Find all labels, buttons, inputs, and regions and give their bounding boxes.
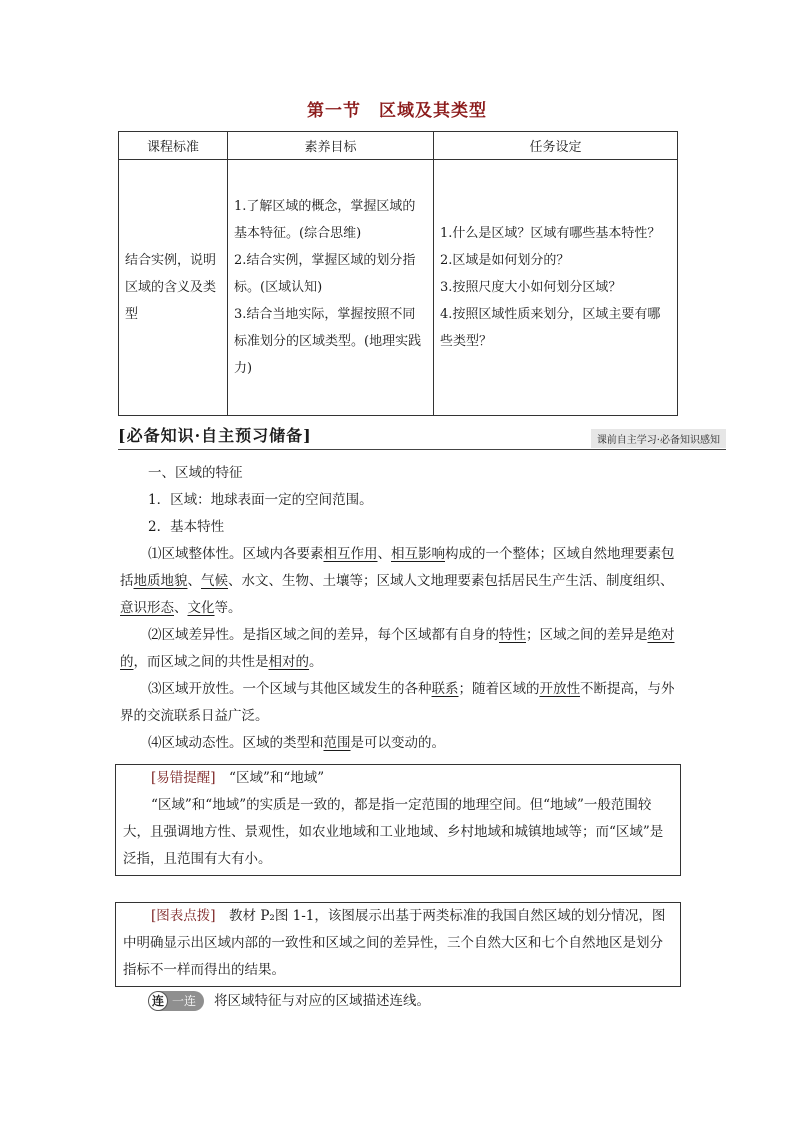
connect-badge-label: 一连	[172, 994, 197, 1008]
answer-blank: 意识形态	[120, 600, 174, 616]
header-task-setting: 任务设定	[434, 132, 678, 160]
task-item: 4.按照区域性质来划分，区域主要有哪些类型？	[440, 307, 661, 349]
error-prone-reminder-box	[115, 764, 681, 876]
standard-text: 结合实例，说明区域的含义及类型	[125, 253, 217, 322]
goal-item: 3.结合当地实际，掌握按照不同标准划分的区域类型。(地理实践力)	[234, 307, 422, 376]
standards-table	[118, 131, 678, 416]
section-divider	[118, 449, 726, 450]
content-body	[120, 460, 680, 757]
reminder-tag: [易错提醒]	[151, 770, 216, 786]
connect-instruction: 将区域特征与对应的区域描述连线。	[214, 993, 431, 1009]
table-row	[119, 160, 678, 416]
section-header	[118, 423, 726, 449]
section-tag: 课前自主学习·必备知识感知	[591, 429, 726, 448]
connect-exercise	[148, 990, 430, 1012]
answer-blank: 开放性	[539, 681, 580, 697]
connect-badge-char: 连	[148, 991, 168, 1011]
answer-blank: 特性	[499, 627, 526, 643]
answer-blank: 范围	[323, 735, 351, 751]
cell-standard	[119, 160, 228, 416]
paragraph-dynamics: ⑷区域动态性。区域的类型和范围是可以变动的。	[148, 735, 445, 751]
cell-goals	[228, 160, 434, 416]
table-header-row	[119, 132, 678, 160]
reminder-text: “区域”和“地域”的实质是一致的，都是指一定范围的地理空间。但“地域”一般范围较大，且强调地方性、景观性，如农业地域和工业地域、乡村地域和城镇地域等；而“区域”是泛指，且范围有大有小。	[123, 797, 664, 867]
chart-tip-tag: [图表点拨]	[151, 908, 216, 924]
answer-blank: 相对的	[268, 654, 309, 670]
answer-blank: 绝对的	[120, 627, 675, 670]
header-literacy-goals: 素养目标	[228, 132, 434, 160]
chart-tip-box	[115, 902, 681, 987]
task-item: 3.按照尺度大小如何划分区域？	[440, 280, 622, 295]
chart-tip-text: [图表点拨] 教材 P₂图 1-1，该图展示出基于两类标准的我国自然区域的划分情况，图中明确显示出区域内部的一致性和区域之间的差异性，三个自然大区和七个自然地区是划分指标不一样而得出的结果。	[123, 908, 666, 978]
reminder-heading	[123, 765, 673, 792]
paragraph-integrity: ⑴区域整体性。区域内各要素相互作用、相互影响构成的一个整体；区域自然地理要素包括地质地貌、气候、水文、生物、土壤等；区域人文地理要素包括居民生产生活、制度组织、意识形态、文化等。	[120, 546, 675, 616]
paragraph-difference: ⑵区域差异性。是指区域之间的差异，每个区域都有自身的特性；区域之间的差异是绝对的，而区域之间的共性是相对的。	[120, 627, 675, 670]
task-item: 1.什么是区域？区域有哪些基本特性？	[440, 226, 661, 241]
paragraph-region-definition: 1．区域：地球表面一定的空间范围。	[148, 492, 373, 508]
goal-item: 1.了解区域的概念，掌握区域的基本特征。(综合思维)	[234, 199, 416, 241]
answer-blank: 文化	[187, 600, 215, 616]
goal-item: 2.结合实例，掌握区域的划分指标。(区域认知)	[234, 253, 416, 295]
answer-blank: 联系	[431, 681, 459, 697]
answer-blank: 相互影响	[391, 546, 445, 562]
page-title: 第一节 区域及其类型	[307, 101, 487, 121]
paragraph-basic-features: 2．基本特性	[148, 519, 225, 535]
answer-blank: 相互作用	[323, 546, 378, 562]
task-item: 2.区域是如何划分的？	[440, 253, 570, 268]
answer-blank: 气候	[201, 573, 228, 589]
heading-region-features: 一、区域的特征	[148, 465, 243, 481]
section-title: [必备知识·自主预习储备]	[118, 426, 312, 445]
paragraph-openness: ⑶区域开放性。一个区域与其他区域发生的各种联系；随着区域的开放性不断提高，与外界的交流联系日益广泛。	[120, 681, 675, 724]
header-course-standard: 课程标准	[119, 132, 228, 160]
answer-blank: 地质地貌	[133, 573, 188, 589]
connect-badge	[148, 991, 204, 1011]
cell-tasks	[434, 160, 678, 416]
reminder-title: “区域”和“地域”	[215, 770, 325, 786]
